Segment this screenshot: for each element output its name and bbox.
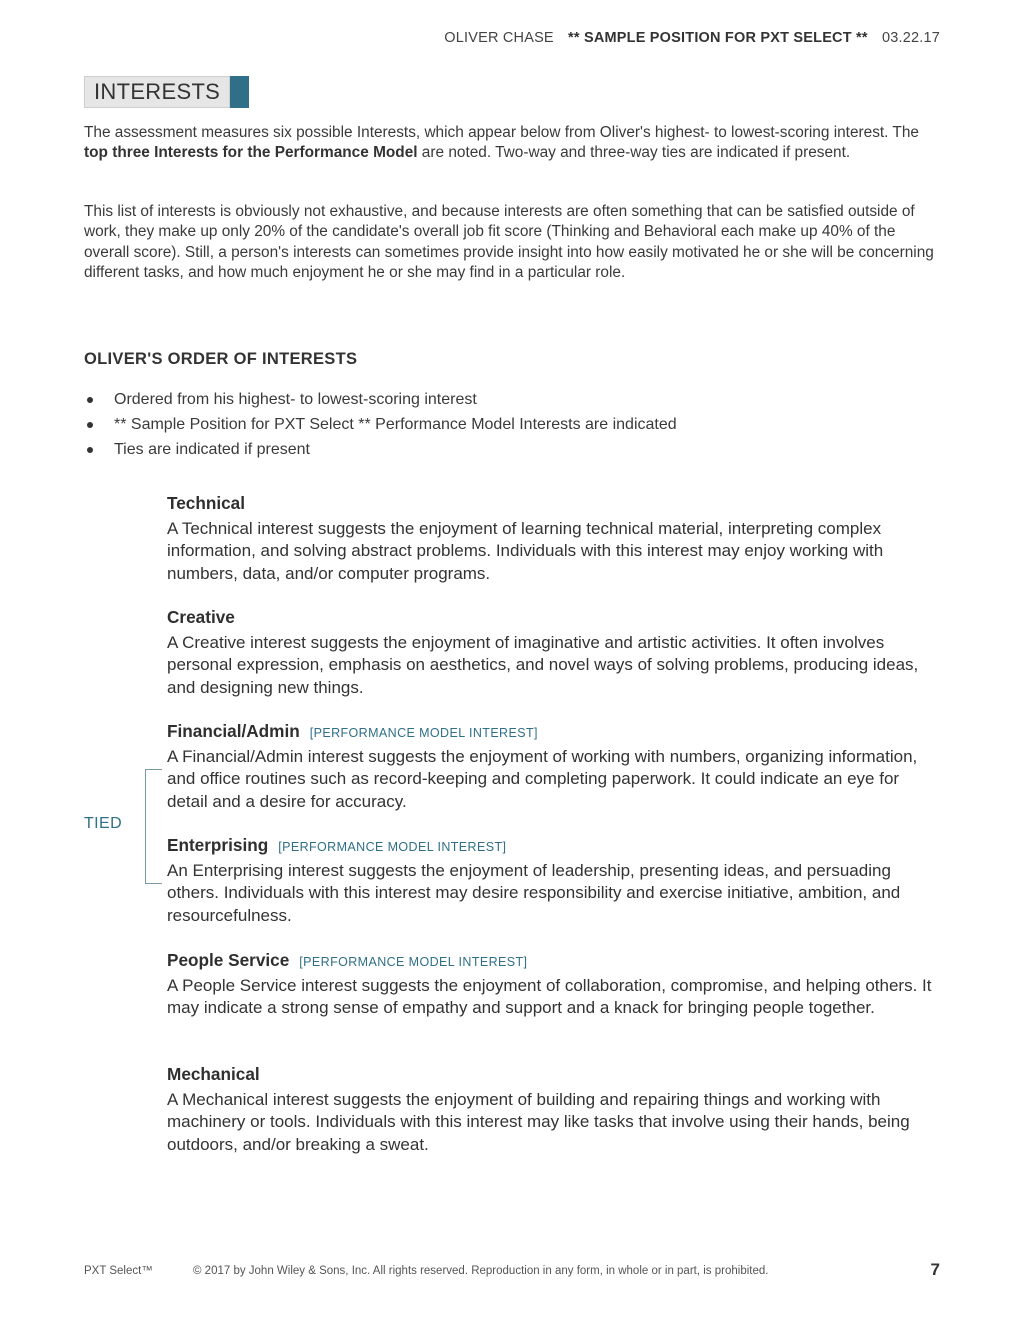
footer-copyright: © 2017 by John Wiley & Sons, Inc. All rights reserved. Reproduction in any form, in whole or in part, is prohibited. bbox=[193, 1265, 769, 1277]
intro-paragraph-2: This list of interests is obviously not exhaustive, and because interests are often something that can be satisfied outside of work, they make up only 20% of the candidate's overall job fit score (Thinking and Behavioral each make up 40% of the overall score). Still, a person's interests can sometimes provide insight into how easily motivated he or she will be concerning different tasks, and how much enjoyment he or she may find in a particular role. bbox=[84, 203, 934, 281]
section-title: INTERESTS bbox=[84, 76, 230, 108]
intro-text-b: are noted. Two-way and three-way ties are indicated if present. bbox=[417, 144, 851, 162]
interest-title bbox=[167, 949, 942, 975]
interest-title-text: Creative bbox=[167, 607, 235, 627]
order-bullet-list bbox=[84, 389, 677, 464]
interest-enterprising bbox=[167, 834, 942, 927]
list-item: Ties are indicated if present bbox=[84, 439, 677, 464]
page-footer bbox=[84, 1260, 940, 1281]
interest-financial-admin bbox=[167, 720, 942, 813]
performance-model-tag: [PERFORMANCE MODEL INTEREST] bbox=[278, 840, 507, 854]
interest-title-text: Mechanical bbox=[167, 1064, 260, 1084]
intro-text-a: The assessment measures six possible Interests, which appear below from Oliver's highest- to lowest-scoring interest. The bbox=[84, 124, 919, 141]
interest-mechanical bbox=[167, 1063, 942, 1156]
interest-description: An Enterprising interest suggests the enjoyment of leadership, presenting ideas, and persuading others. Individuals with this interest may desire responsibility and exercise initiative, ambition, and resourcefulness. bbox=[167, 861, 901, 925]
footer-brand: PXT Select™ bbox=[84, 1265, 153, 1277]
section-banner bbox=[84, 76, 249, 108]
interest-title bbox=[167, 606, 942, 632]
interest-title-text: Financial/Admin bbox=[167, 721, 300, 741]
interest-title-text: People Service bbox=[167, 950, 290, 970]
performance-model-tag: [PERFORMANCE MODEL INTEREST] bbox=[299, 955, 528, 969]
candidate-name: OLIVER CHASE bbox=[444, 30, 554, 46]
order-heading: OLIVER'S ORDER OF INTERESTS bbox=[84, 350, 358, 368]
list-item: Ordered from his highest- to lowest-scoring interest bbox=[84, 389, 677, 414]
tie-label: TIED bbox=[84, 815, 123, 832]
tie-bracket bbox=[145, 769, 162, 884]
page-number: 7 bbox=[930, 1260, 940, 1279]
interest-title-text: Enterprising bbox=[167, 835, 269, 855]
interest-title bbox=[167, 492, 942, 518]
interest-title bbox=[167, 1063, 942, 1089]
page-header bbox=[444, 30, 940, 46]
interest-title bbox=[167, 834, 942, 860]
intro-text-bold: top three Interests for the Performance Model bbox=[84, 144, 418, 162]
interest-description: A Financial/Admin interest suggests the enjoyment of working with numbers, organizing information, and office routines such as record-keeping and completing paperwork. It could indicate an eye for detail and a desire for accuracy. bbox=[167, 747, 918, 811]
interest-people-service bbox=[167, 949, 942, 1020]
interest-title-text: Technical bbox=[167, 493, 246, 513]
interest-description: A People Service interest suggests the enjoyment of collaboration, compromise, and helping others. It may indicate a strong sense of empathy and support and a knack for bringing people together. bbox=[167, 976, 932, 1018]
intro-paragraph-1 bbox=[84, 123, 940, 164]
section-accent-bar bbox=[230, 76, 249, 108]
list-item: ** Sample Position for PXT Select ** Performance Model Interests are indicated bbox=[84, 414, 677, 439]
position-title: ** SAMPLE POSITION FOR PXT SELECT ** bbox=[568, 30, 868, 46]
performance-model-tag: [PERFORMANCE MODEL INTEREST] bbox=[309, 726, 538, 740]
interest-creative bbox=[167, 606, 942, 699]
interest-technical bbox=[167, 492, 942, 585]
interest-description: A Creative interest suggests the enjoyment of imaginative and artistic activities. It often involves personal expression, emphasis on aesthetics, and novel ways of solving problems, producing ideas, and designing new things. bbox=[167, 633, 919, 697]
report-date: 03.22.17 bbox=[881, 30, 940, 46]
interest-description: A Technical interest suggests the enjoyment of learning technical material, interpreting complex information, and solving abstract problems. Individuals with this interest may enjoy working with numbers, data, and/or computer programs. bbox=[167, 519, 884, 583]
interest-description: A Mechanical interest suggests the enjoyment of building and repairing things and working with machinery or tools. Individuals with this interest may like tasks that involve using their hands, being outdoors, and/or breaking a sweat. bbox=[167, 1090, 910, 1154]
interest-title bbox=[167, 720, 942, 746]
